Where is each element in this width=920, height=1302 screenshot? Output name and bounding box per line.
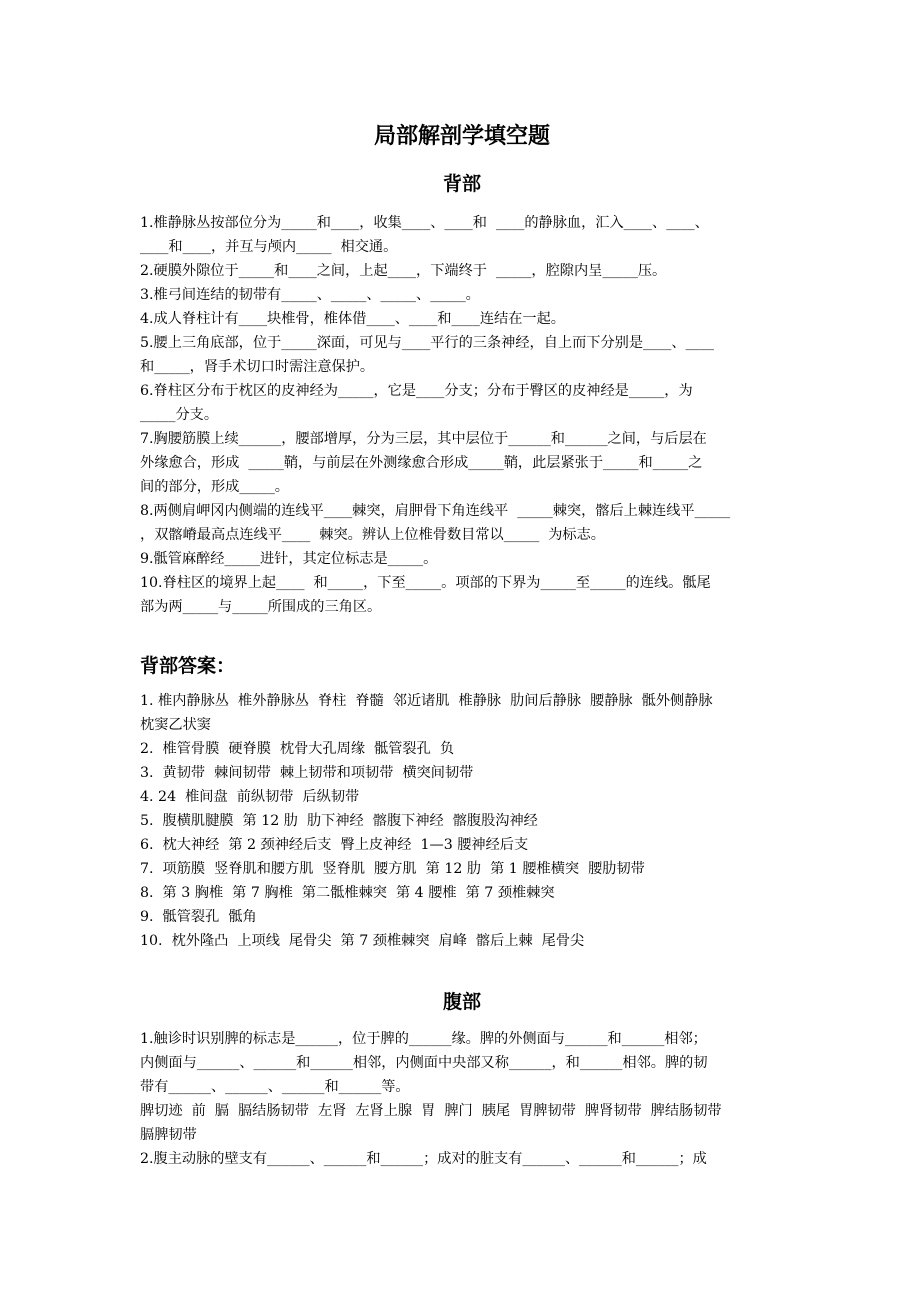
section-heading-back: 背部 (442, 173, 481, 195)
answer-line: 枕窦乙状窦 (140, 717, 211, 733)
answer-line: 4. 24 椎间盘 前纵韧带 后纵韧带 (140, 789, 360, 805)
back-question-line: 6.脊柱区分布于枕区的皮神经为_____，它是____分支；分布于臀区的皮神经是_____，为 (140, 383, 693, 399)
abdomen-line: 膈脾韧带 (140, 1127, 197, 1143)
back-question-line: 5.腰上三角底部，位于_____深面，可见与____平行的三条神经，自上而下分别是____、____ (140, 335, 714, 351)
back-answers (140, 689, 784, 953)
answer-line: 5. 腹横肌腱膜 第 12 肋 肋下神经 髂腹下神经 髂腹股沟神经 (140, 813, 538, 829)
back-question-line: 3.椎弓间连结的韧带有_____、_____、_____、_____。 (140, 287, 480, 303)
back-question-line: 外缘愈合，形成 _____鞘，与前层在外测缘愈合形成_____鞘，此层紧张于_____和_____之 (140, 455, 703, 471)
abdomen-line: 2.腹主动脉的壁支有______、______和______；成对的脏支有______、______和______；成 (140, 1151, 707, 1167)
answer-line: 10. 枕外隆凸 上项线 尾骨尖 第 7 颈椎棘突 肩峰 髂后上棘 尾骨尖 (140, 933, 585, 949)
back-question-line: 4.成人脊柱计有____块椎骨，椎体借____、____和____连结在一起。 (140, 311, 565, 327)
section-heading-back-answers: 背部答案： (140, 655, 236, 677)
back-question-line: _____分支。 (140, 407, 219, 423)
answer-line: 3. 黄韧带 棘间韧带 棘上韧带和项韧带 横突间韧带 (140, 765, 474, 781)
document-title: 局部解剖学填空题 (373, 123, 550, 149)
back-question-line: 7.胸腰筋膜上续______，腰部增厚，分为三层，其中层位于______和______之间，与后层在 (140, 431, 707, 447)
back-question-line: ____和____，并互与颅内_____ 相交通。 (140, 239, 398, 255)
answer-line: 6. 枕大神经 第 2 颈神经后支 臀上皮神经 1—3 腰神经后支 (140, 837, 529, 853)
back-question-line: 部为两_____与_____所围成的三角区。 (140, 599, 382, 615)
answer-line: 8. 第 3 胸椎 第 7 胸椎 第二骶椎棘突 第 4 腰椎 第 7 颈椎棘突 (140, 885, 555, 901)
answer-line: 1. 椎内静脉丛 椎外静脉丛 脊柱 脊髓 邻近诸肌 椎静脉 肋间后静脉 腰静脉 骶外侧静脉 (140, 693, 713, 709)
answer-line: 2. 椎管骨膜 硬脊膜 枕骨大孔周缘 骶管裂孔 负 (140, 741, 455, 757)
answer-line: 9. 骶管裂孔 骶角 (140, 909, 257, 925)
abdomen-line: 内侧面与______、______和______相邻，内侧面中央部又称______，和______相邻。脾的韧 (140, 1055, 708, 1071)
back-question-line: 2.硬膜外隙位于_____和____之间，上起____，下端终于 _____，腔隙内呈_____压。 (140, 263, 667, 279)
back-question-line: 8.两侧肩岬冈内侧端的连线平____棘突，肩胛骨下角连线平 _____棘突，髂后上棘连线平_____ (140, 503, 731, 519)
back-question-line: 10.脊柱区的境界上起____ 和_____，下至_____。项部的下界为_____至_____的连线。骶尾 (140, 575, 711, 591)
abdomen-line: 脾切迹 前 膈 膈结肠韧带 左肾 左肾上腺 胃 脾门 胰尾 胃脾韧带 脾肾韧带 脾结肠韧带 (140, 1103, 722, 1119)
abdomen-questions (140, 1027, 784, 1171)
back-questions (140, 211, 784, 619)
back-question-line: 间的部分，形成_____。 (140, 479, 289, 495)
answer-line: 7. 项筋膜 竖脊肌和腰方肌 竖脊肌 腰方肌 第 12 肋 第 1 腰椎横突 腰肋韧带 (140, 861, 645, 877)
abdomen-line: 带有______、______、______和______等。 (140, 1079, 410, 1095)
section-heading-abdomen: 腹部 (442, 991, 481, 1013)
back-question-line: 9.骶管麻醉经_____进针，其定位标志是_____。 (140, 551, 438, 567)
back-question-line: 和_____，肾手术切口时需注意保护。 (140, 359, 375, 375)
back-question-line: ，双髂嵴最高点连线平____ 棘突。辨认上位椎骨数目常以_____ 为标志。 (140, 527, 605, 543)
abdomen-line: 1.触诊时识别脾的标志是______，位于脾的______缘。脾的外侧面与______和______相邻； (140, 1031, 707, 1047)
back-question-line: 1.椎静脉丛按部位分为_____和____，收集____、____和 ____的静脉血，汇入____、____、 (140, 215, 709, 231)
